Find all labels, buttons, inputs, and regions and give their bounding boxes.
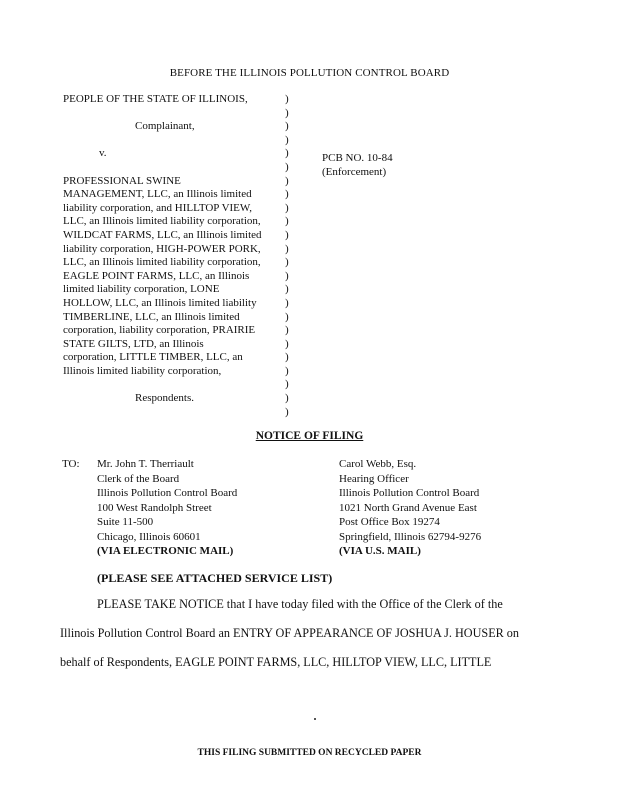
complainant-role: Complainant, [135, 120, 195, 133]
recipient-left-line: Chicago, Illinois 60601 [97, 530, 201, 543]
respondent-list [63, 175, 288, 379]
respondent-line: HOLLOW, LLC, an Illinois limited liability [63, 296, 257, 309]
caption-paren: ) [285, 269, 289, 282]
recipient-left-line: Illinois Pollution Control Board [97, 487, 238, 499]
respondent-line: liability corporation, and HILLTOP VIEW, [63, 201, 253, 214]
caption-paren: ) [285, 256, 289, 269]
recycled-paper-footer: THIS FILING SUBMITTED ON RECYCLED PAPER [197, 748, 422, 758]
recipient-right-line: Carol Webb, Esq. [339, 458, 417, 470]
respondent-line: TIMBERLINE, LLC, an Illinois limited [63, 310, 240, 323]
recipient-right-line: Illinois Pollution Control Board [339, 487, 480, 499]
caption-paren: ) [285, 215, 289, 228]
respondent-role: Respondents. [135, 392, 194, 405]
service-list-note: (PLEASE SEE ATTACHED SERVICE LIST) [97, 571, 333, 585]
recipient-right-line: Hearing Officer [339, 472, 409, 485]
notice-body-line: PLEASE TAKE NOTICE that I have today filed with the Office of the Clerk of the [97, 597, 503, 611]
caption-paren: ) [285, 93, 289, 105]
notice-body-line: behalf of Respondents, EAGLE POINT FARMS, LLC, HILLTOP VIEW, LLC, LITTLE [60, 655, 492, 669]
caption-paren: ) [285, 378, 289, 391]
caption-paren: ) [285, 160, 289, 173]
caption-paren: ) [285, 188, 289, 201]
recipient-left [97, 457, 237, 559]
caption-paren: ) [285, 296, 289, 309]
case-number: PCB NO. 10-84 [322, 152, 393, 164]
recipient-right [339, 457, 481, 559]
recipient-right-line: Springfield, Illinois 62794-9276 [339, 530, 482, 543]
caption-paren: ) [285, 242, 289, 255]
via-us-mail: (VIA U.S. MAIL) [339, 545, 421, 557]
caption-paren: ) [285, 147, 289, 160]
recipient-left-line: Mr. John T. Therriault [97, 458, 194, 470]
respondent-line: WILDCAT FARMS, LLC, an Illinois limited [63, 228, 262, 241]
caption-paren: ) [285, 283, 289, 296]
respondent-line: liability corporation, HIGH-POWER PORK, [63, 242, 261, 255]
respondent-line: PROFESSIONAL SWINE [63, 174, 181, 187]
caption-paren: ) [285, 201, 289, 214]
board-heading: BEFORE THE ILLINOIS POLLUTION CONTROL BOARD [169, 67, 450, 79]
recipient-right-line: Post Office Box 19274 [339, 516, 440, 528]
caption-paren: ) [285, 133, 289, 146]
caption-paren: ) [285, 351, 289, 364]
to-label: TO: [62, 458, 80, 470]
respondent-line: Illinois limited liability corporation, [63, 364, 222, 377]
respondent-line: corporation, liability corporation, PRAIRIE [63, 324, 256, 337]
caption-paren: ) [285, 106, 289, 119]
respondent-line: EAGLE POINT FARMS, LLC, an Illinois [63, 269, 250, 282]
page-mark [314, 718, 316, 720]
notice-body-line: Illinois Pollution Control Board an ENTRY OF APPEARANCE OF JOSHUA J. HOUSER on [60, 626, 519, 640]
caption-paren: ) [285, 310, 289, 323]
respondent-line: corporation, LITTLE TIMBER, LLC, an [63, 351, 243, 364]
complainant-name: PEOPLE OF THE STATE OF ILLINOIS, [63, 93, 248, 105]
recipient-left-line: Clerk of the Board [97, 472, 180, 485]
caption-paren: ) [285, 228, 289, 241]
respondent-line: LLC, an Illinois limited liability corporation, [63, 256, 261, 269]
via-electronic-mail: (VIA ELECTRONIC MAIL) [97, 545, 234, 557]
notice-title: NOTICE OF FILING [255, 430, 364, 442]
caption-paren: ) [285, 337, 289, 350]
caption-paren: ) [285, 364, 289, 377]
recipient-left-line: Suite 11-500 [97, 516, 154, 528]
caption-paren: ) [285, 324, 289, 337]
caption-paren: ) [285, 174, 289, 187]
respondent-line: limited liability corporation, LONE [63, 283, 220, 296]
caption-paren: ) [285, 392, 289, 405]
versus-label: v. [99, 147, 107, 160]
caption-paren: ) [285, 405, 289, 418]
caption-parentheses [285, 93, 293, 419]
case-type: (Enforcement) [322, 166, 387, 178]
recipient-right-line: 1021 North Grand Avenue East [339, 501, 477, 514]
respondent-line: STATE GILTS, LTD, an Illinois [63, 337, 204, 350]
recipient-left-line: 100 West Randolph Street [97, 501, 212, 514]
case-caption [63, 93, 288, 406]
respondent-line: LLC, an Illinois limited liability corporation, [63, 215, 261, 228]
caption-paren: ) [285, 120, 289, 133]
respondent-line: MANAGEMENT, LLC, an Illinois limited [63, 188, 252, 201]
